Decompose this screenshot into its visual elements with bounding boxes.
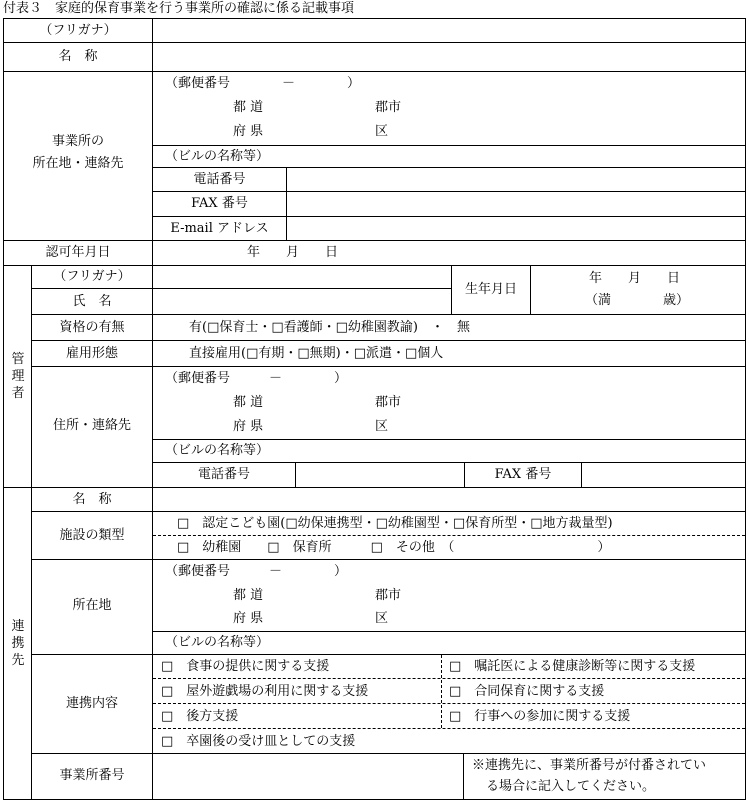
manager-employment-value: 直接雇用(□有期・□無期)・□派遣・□個人 — [189, 346, 444, 361]
manager-employment-field[interactable] — [152, 340, 746, 367]
facility-address-label-line2: 所在地・連絡先 — [32, 156, 124, 171]
partner-content-item-1[interactable]: □ 食事の提供に関する支援 — [161, 659, 330, 674]
form-title: 付表３ 家庭的保育事業を行う事業所の確認に係る記載事項 — [3, 1, 355, 16]
partner-section-label — [3, 487, 32, 800]
form-table — [3, 18, 746, 800]
facility-prefecture-top: 都 道 — [233, 100, 264, 115]
partner-content-item-3[interactable]: □ 屋外遊戯場の利用に関する支援 — [161, 684, 369, 699]
partner-content-item-4[interactable]: □ 合同保育に関する支援 — [449, 684, 605, 699]
manager-furigana-label: （フリガナ） — [31, 265, 153, 289]
partner-content-label — [31, 654, 153, 754]
manager-age-value: （満 歳） — [585, 293, 690, 308]
partner-type-option-line2[interactable]: □ 幼稚園 □ 保育所 □ その他 （ ） — [177, 540, 611, 555]
manager-postal-code[interactable]: （郵便番号 － ） — [165, 371, 348, 386]
approval-date-field[interactable] — [152, 240, 746, 266]
manager-prefecture-top: 都 道 — [233, 395, 264, 410]
facility-furigana-label: （フリガナ） — [3, 18, 153, 43]
facility-prefecture-bottom: 府 県 — [233, 124, 264, 139]
facility-tel-field[interactable] — [286, 167, 746, 192]
partner-location-label — [31, 559, 153, 655]
facility-building-label: （ビルの名称等） — [165, 149, 270, 164]
facility-address-label-line1: 事業所の — [51, 134, 104, 149]
partner-content-item-7[interactable]: □ 卒園後の受け皿としての支援 — [161, 734, 356, 749]
partner-content-item-2[interactable]: □ 嘱託医による健康診断等に関する支援 — [449, 659, 696, 674]
manager-address-block — [152, 366, 746, 440]
partner-content-field — [152, 654, 746, 754]
manager-name-field[interactable] — [152, 288, 452, 315]
facility-tel-label: 電話番号 — [152, 167, 287, 192]
partner-location-block — [152, 559, 746, 632]
partner-city-top: 郡市 — [375, 588, 402, 603]
facility-building-field[interactable] — [152, 145, 746, 168]
manager-fax-field[interactable] — [581, 462, 746, 488]
facility-address-block — [152, 71, 746, 146]
manager-qualification-field[interactable] — [152, 314, 746, 341]
approval-date-label: 認可年月日 — [3, 240, 153, 266]
partner-content-divider-1 — [153, 678, 745, 679]
partner-city-bottom: 区 — [375, 611, 389, 626]
approval-date-value: 年 月 日 — [247, 245, 339, 260]
partner-content-column-divider — [441, 655, 442, 728]
partner-type-label: 施設の類型 — [31, 511, 153, 560]
partner-content-item-5[interactable]: □ 後方支援 — [161, 709, 239, 724]
partner-type-divider — [153, 535, 745, 536]
manager-tel-label: 電話番号 — [152, 462, 296, 488]
manager-employment-label: 雇用形態 — [31, 340, 153, 367]
partner-content-item-6[interactable]: □ 行事への参加に関する支援 — [449, 709, 631, 724]
manager-address-label — [31, 366, 153, 488]
manager-section-text: 管理者 — [11, 352, 25, 401]
partner-content-divider-3 — [153, 728, 745, 729]
manager-furigana-field[interactable] — [152, 265, 452, 289]
manager-name-label: 氏 名 — [31, 288, 153, 315]
facility-fax-label: FAX 番号 — [152, 191, 287, 217]
partner-name-field[interactable] — [152, 487, 746, 512]
partner-number-note — [463, 753, 746, 800]
manager-building-field[interactable] — [152, 439, 746, 463]
partner-prefecture-top: 都 道 — [233, 588, 264, 603]
facility-city-top: 郡市 — [375, 100, 402, 115]
partner-building-field[interactable] — [152, 631, 746, 655]
partner-number-label-text: 事業所番号 — [59, 768, 125, 783]
facility-furigana-field[interactable] — [152, 18, 746, 43]
partner-prefecture-bottom: 府 県 — [233, 611, 264, 626]
manager-fax-label: FAX 番号 — [464, 462, 582, 488]
manager-birth-label: 生年月日 — [451, 265, 531, 315]
facility-name-label: 名 称 — [3, 42, 153, 72]
partner-note-line2: る場合に記入してください。 — [486, 779, 656, 794]
facility-city-bottom: 区 — [375, 124, 389, 139]
partner-number-field[interactable] — [152, 753, 464, 800]
partner-note-line1: ※連携先に、事業所番号が付番されてい — [472, 758, 707, 773]
partner-section-text: 連携先 — [11, 619, 25, 668]
manager-qualification-label: 資格の有無 — [31, 314, 153, 341]
facility-email-field[interactable] — [286, 216, 746, 241]
partner-type-field — [152, 511, 746, 560]
manager-address-label-text: 住所・連絡先 — [52, 418, 131, 433]
partner-name-label: 名 称 — [31, 487, 153, 512]
partner-location-label-text: 所在地 — [72, 598, 112, 613]
manager-tel-field[interactable] — [295, 462, 465, 488]
partner-content-label-text: 連携内容 — [65, 696, 118, 711]
manager-birth-value: 年 月 日 — [589, 271, 681, 286]
manager-birth-field[interactable] — [530, 265, 746, 315]
manager-city-top: 郡市 — [375, 395, 402, 410]
facility-address-label — [3, 71, 153, 241]
manager-section-label — [3, 265, 32, 488]
manager-city-bottom: 区 — [375, 419, 389, 434]
facility-postal-code[interactable]: （郵便番号 － ） — [165, 76, 361, 91]
facility-fax-field[interactable] — [286, 191, 746, 217]
partner-type-option-line1[interactable]: □ 認定こども園(□幼保連携型・□幼稚園型・□保育所型・□地方裁量型) — [177, 516, 613, 531]
partner-number-label — [31, 753, 153, 800]
partner-building-label: （ビルの名称等） — [165, 635, 270, 650]
manager-prefecture-bottom: 府 県 — [233, 419, 264, 434]
manager-building-label: （ビルの名称等） — [165, 443, 270, 458]
manager-qualification-value: 有(□保育士・□看護師・□幼稚園教諭) ・ 無 — [189, 320, 470, 335]
partner-postal-code[interactable]: （郵便番号 － ） — [165, 564, 348, 579]
facility-email-label: E-mail アドレス — [152, 216, 287, 241]
facility-name-field[interactable] — [152, 42, 746, 72]
partner-content-divider-2 — [153, 703, 745, 704]
